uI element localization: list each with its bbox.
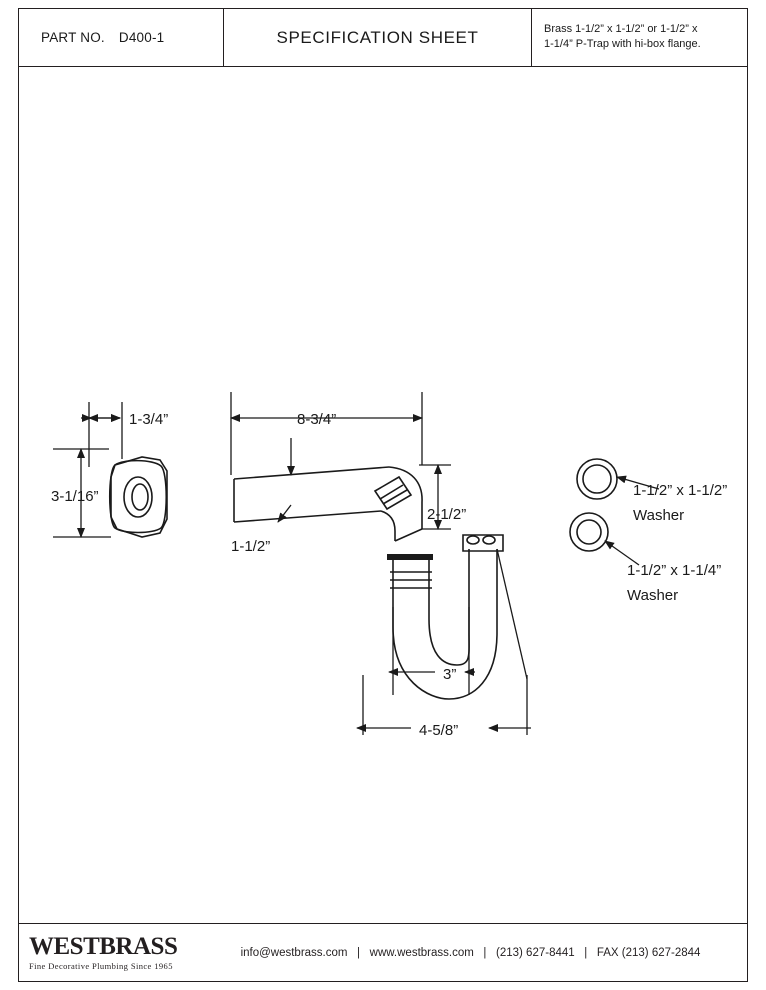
- footer-email[interactable]: info@westbrass.com: [240, 946, 348, 959]
- part-number-label: PART NO.: [41, 30, 105, 45]
- product-description-line1: Brass 1-1/2” x 1-1/2” or 1-1/2” x: [544, 23, 698, 35]
- company-logo: [19, 934, 224, 971]
- footer-fax: FAX (213) 627-2844: [596, 946, 701, 959]
- flange-part: [110, 457, 167, 537]
- washer-large-part: [577, 459, 617, 499]
- product-description: [532, 9, 747, 66]
- product-description-line2: 1-1/4” P-Trap with hi-box flange.: [544, 38, 701, 50]
- callout-washer-small-line2: Washer: [627, 587, 679, 604]
- part-number-value: D400-1: [118, 30, 165, 45]
- dim-trap-overall-width: 4-5/8”: [419, 722, 459, 739]
- dim-drop-height: 2-1/2”: [427, 506, 467, 523]
- washer-small-part: [570, 513, 608, 551]
- footer-phone: (213) 627-8441: [496, 946, 575, 959]
- dim-flange-diameter: 3-1/16”: [51, 488, 99, 505]
- footer-separator-3: |: [577, 946, 594, 959]
- footer-contact-bar: [224, 947, 747, 959]
- dim-arm-length: 8-3/4”: [297, 411, 337, 428]
- dim-flange-depth: 1-3/4”: [129, 411, 169, 428]
- callout-washer-large-line1: 1-1/2” x 1-1/2”: [633, 482, 728, 499]
- sheet-footer: [19, 923, 747, 981]
- specification-sheet: [18, 8, 748, 982]
- dim-trap-width: 3”: [443, 666, 457, 683]
- sheet-header: [19, 9, 747, 67]
- trap-arm: [234, 467, 422, 541]
- logo-wordmark: WESTBRASS: [29, 933, 178, 960]
- sheet-title: SPECIFICATION SHEET: [224, 9, 532, 66]
- callout-washer-large-line2: Washer: [633, 507, 685, 524]
- drawing-svg: [19, 67, 746, 923]
- logo-tagline: Fine Decorative Plumbing Since 1965: [29, 961, 173, 971]
- dim-arm-diameter: 1-1/2”: [231, 538, 271, 555]
- part-number-cell: [19, 9, 224, 66]
- footer-separator-2: |: [477, 946, 493, 959]
- technical-drawing: [19, 67, 746, 923]
- footer-website[interactable]: www.westbrass.com: [369, 946, 474, 959]
- callout-washer-small-line1: 1-1/2” x 1-1/4”: [627, 562, 722, 579]
- footer-separator-1: |: [350, 946, 367, 959]
